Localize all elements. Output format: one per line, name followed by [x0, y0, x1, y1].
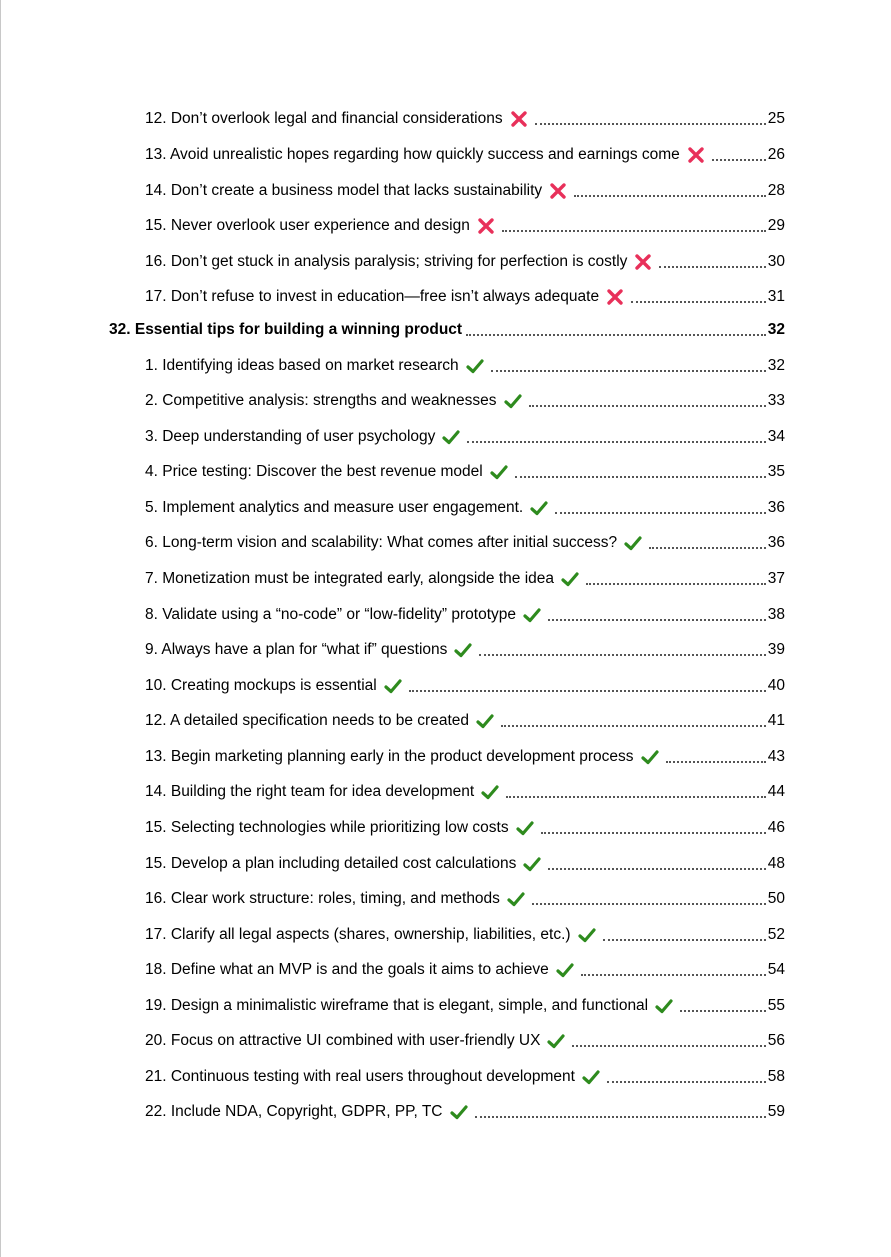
toc-entry-title: 12. A detailed specification needs to be created [145, 712, 470, 729]
dot-leader [586, 583, 766, 585]
check-icon [383, 676, 403, 696]
check-icon [489, 462, 509, 482]
toc-entry-title: 17. Clarify all legal aspects (shares, ownership, liabilities, etc.) [145, 926, 571, 943]
toc-page-number: 36 [767, 534, 785, 551]
cross-icon [509, 109, 529, 129]
toc-page-number: 39 [767, 641, 785, 658]
check-icon [640, 747, 660, 767]
toc-section-heading[interactable] [109, 320, 785, 340]
toc-entry[interactable] [145, 889, 785, 909]
toc-entry[interactable] [145, 569, 785, 589]
dot-leader [659, 266, 765, 268]
check-icon [546, 1031, 566, 1051]
toc-page-number: 59 [767, 1103, 785, 1120]
toc-page-number: 34 [767, 428, 785, 445]
toc-page-number: 25 [767, 110, 785, 127]
toc-page-number: 32 [767, 321, 785, 338]
toc-page-number: 48 [767, 855, 785, 872]
dot-leader [491, 370, 766, 372]
toc-entry[interactable] [145, 145, 785, 165]
toc-page-number: 54 [767, 961, 785, 978]
toc-entry[interactable] [145, 462, 785, 482]
toc-page-number: 29 [767, 217, 785, 234]
check-icon [522, 854, 542, 874]
toc-page-number: 31 [767, 288, 785, 305]
toc-entry-title: 17. Don’t refuse to invest in education—free isn’t always adequate [145, 288, 600, 305]
dot-leader [409, 690, 766, 692]
toc-entry-title: 12. Don’t overlook legal and financial considerations [145, 110, 503, 127]
toc-entry-title: 2. Competitive analysis: strengths and weaknesses [145, 392, 497, 409]
toc-entry-title: 14. Don’t create a business model that lacks sustainability [145, 182, 543, 199]
toc-entry-title: 3. Deep understanding of user psychology [145, 428, 436, 445]
cross-icon [686, 145, 706, 165]
toc-entry[interactable] [145, 782, 785, 802]
dot-leader [502, 230, 766, 232]
toc-entry[interactable] [145, 640, 785, 660]
toc-page-number: 35 [767, 463, 785, 480]
page-left-border [0, 0, 1, 1257]
toc-entry-title: 10. Creating mockups is essential [145, 677, 377, 694]
toc-page-number: 33 [767, 392, 785, 409]
dot-leader [467, 441, 765, 443]
toc-entry-title: 4. Price testing: Discover the best revenue model [145, 463, 483, 480]
toc-page-number: 36 [767, 499, 785, 516]
cross-icon [548, 181, 568, 201]
toc-entry-title: 6. Long-term vision and scalability: What comes after initial success? [145, 534, 618, 551]
check-icon [475, 711, 495, 731]
toc-page-number: 28 [767, 182, 785, 199]
toc-entry[interactable] [145, 960, 785, 980]
toc-page-number: 50 [767, 890, 785, 907]
toc-entry-title: 13. Avoid unrealistic hopes regarding how quickly success and earnings come [145, 146, 680, 163]
toc-entry-title: 16. Clear work structure: roles, timing, and methods [145, 890, 500, 907]
toc-entry[interactable] [145, 533, 785, 553]
check-icon [555, 960, 575, 980]
toc-entry[interactable] [145, 356, 785, 376]
toc-entry-title: 15. Never overlook user experience and design [145, 217, 470, 234]
check-icon [581, 1067, 601, 1087]
toc-page-number: 43 [767, 748, 785, 765]
toc-entry-title: 32. Essential tips for building a winning product [109, 321, 463, 338]
dot-leader [666, 761, 766, 763]
toc-page-number: 37 [767, 570, 785, 587]
toc-page-number: 52 [767, 926, 785, 943]
toc-page-number: 38 [767, 606, 785, 623]
dot-leader [607, 1081, 766, 1083]
dot-leader [649, 547, 766, 549]
check-icon [441, 427, 461, 447]
dot-leader [535, 123, 766, 125]
check-icon [503, 391, 523, 411]
toc-entry[interactable] [145, 216, 785, 236]
toc-page-number: 55 [767, 997, 785, 1014]
toc-entry[interactable] [145, 925, 785, 945]
toc-entry-title: 14. Building the right team for idea development [145, 783, 475, 800]
check-icon [529, 498, 549, 518]
dot-leader [548, 868, 765, 870]
dot-leader [712, 159, 766, 161]
toc-entry-title: 7. Monetization must be integrated early, alongside the idea [145, 570, 554, 587]
cross-icon [633, 252, 653, 272]
dot-leader [475, 1116, 766, 1118]
toc-entry[interactable] [145, 818, 785, 838]
dot-leader [555, 512, 766, 514]
toc-page-number: 26 [767, 146, 785, 163]
toc-page-number: 58 [767, 1068, 785, 1085]
dot-leader [603, 939, 766, 941]
check-icon [480, 782, 500, 802]
dot-leader [466, 334, 766, 336]
toc-entry[interactable] [145, 747, 785, 767]
toc-entry[interactable] [145, 1031, 785, 1051]
dot-leader [572, 1045, 765, 1047]
toc-page-number: 40 [767, 677, 785, 694]
toc-entry[interactable] [145, 427, 785, 447]
toc-entry[interactable] [145, 109, 785, 129]
toc-entry-title: 18. Define what an MVP is and the goals it aims to achieve [145, 961, 549, 978]
toc-page-number: 44 [767, 783, 785, 800]
toc-entry-title: 22. Include NDA, Copyright, GDPR, PP, TC [145, 1103, 443, 1120]
toc-entry-title: 15. Selecting technologies while prioritizing low costs [145, 819, 509, 836]
check-icon [560, 569, 580, 589]
toc-entry[interactable] [145, 996, 785, 1016]
toc-entry-title: 13. Begin marketing planning early in the product development process [145, 748, 634, 765]
toc-page-number: 56 [767, 1032, 785, 1049]
dot-leader [479, 654, 765, 656]
toc-entry[interactable] [145, 252, 785, 272]
toc-entry-title: 15. Develop a plan including detailed cost calculations [145, 855, 517, 872]
dot-leader [631, 301, 766, 303]
check-icon [515, 818, 535, 838]
dot-leader [532, 903, 766, 905]
toc-entry-title: 5. Implement analytics and measure user engagement. [145, 499, 524, 516]
toc-entry[interactable] [145, 498, 785, 518]
dot-leader [529, 405, 766, 407]
check-icon [654, 996, 674, 1016]
toc-entry[interactable] [145, 854, 785, 874]
toc-entry[interactable] [145, 1067, 785, 1087]
check-icon [522, 605, 542, 625]
toc-entry[interactable] [145, 391, 785, 411]
toc-entry[interactable] [145, 711, 785, 731]
toc-entry-title: 20. Focus on attractive UI combined with user-friendly UX [145, 1032, 541, 1049]
toc-entry-title: 1. Identifying ideas based on market research [145, 357, 459, 374]
toc-entry[interactable] [145, 605, 785, 625]
toc-entry[interactable] [145, 181, 785, 201]
dot-leader [574, 195, 766, 197]
check-icon [506, 889, 526, 909]
toc-page-number: 41 [767, 712, 785, 729]
toc-entry-title: 9. Always have a plan for “what if” questions [145, 641, 448, 658]
dot-leader [501, 725, 766, 727]
check-icon [449, 1102, 469, 1122]
cross-icon [605, 287, 625, 307]
dot-leader [541, 832, 766, 834]
cross-icon [476, 216, 496, 236]
dot-leader [680, 1010, 766, 1012]
toc-entry-title: 21. Continuous testing with real users throughout development [145, 1068, 575, 1085]
toc-page-number: 32 [767, 357, 785, 374]
check-icon [623, 533, 643, 553]
dot-leader [581, 974, 766, 976]
check-icon [465, 356, 485, 376]
toc-entry-title: 19. Design a minimalistic wireframe that is elegant, simple, and functional [145, 997, 649, 1014]
dot-leader [548, 619, 766, 621]
toc-entry[interactable] [145, 1102, 785, 1122]
toc-entry-title: 16. Don’t get stuck in analysis paralysis; striving for perfection is costly [145, 253, 628, 270]
toc-page-number: 46 [767, 819, 785, 836]
toc-entry[interactable] [145, 676, 785, 696]
toc-entry-title: 8. Validate using a “no-code” or “low-fidelity” prototype [145, 606, 517, 623]
check-icon [577, 925, 597, 945]
toc-page-number: 30 [767, 253, 785, 270]
check-icon [453, 640, 473, 660]
dot-leader [515, 476, 766, 478]
toc-entry[interactable] [145, 287, 785, 307]
dot-leader [506, 796, 766, 798]
